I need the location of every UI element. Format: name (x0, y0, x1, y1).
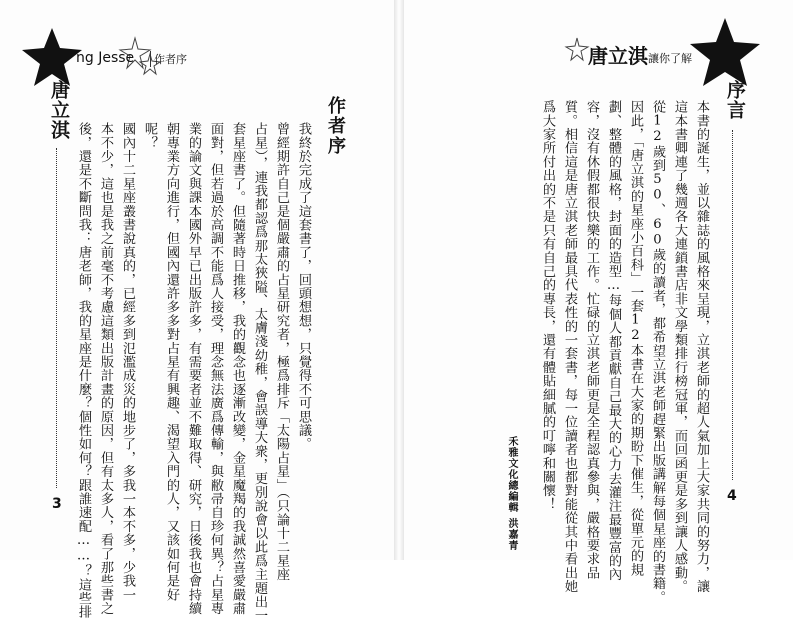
left-page-number: 3 (52, 496, 62, 512)
star-decoration-icon (22, 28, 82, 88)
book-gutter (394, 0, 404, 560)
right-dotted-rule (732, 130, 733, 480)
paragraph: 我終於完成了這套書了，回頭想想，只覺得不可思議。 (296, 122, 311, 451)
paragraph: 從12歲到50、60歲的讀者，都希望立淇老師趕緊出版講解每個星座的書籍。 (650, 100, 665, 604)
paragraph: 質。相信這是唐立淇老師最具代表性的一套書，每一位讀者也都對能從其中看出她 (562, 100, 577, 594)
right-side-title: 序言 (724, 80, 746, 120)
right-body-text (522, 100, 712, 604)
right-header-title: 唐立淇 (588, 44, 648, 68)
paragraph: 因此，「唐立淇的星座小百科」一套12本書在大家的期盼下催生，從單元的規 (628, 100, 643, 577)
paragraph: 占星），連我都認爲那太狹隘、太膚淺幼稚，會誤導大衆，更別說會以此爲主題出一 (252, 122, 267, 622)
paragraph: 業的論文與課本國外早已出版許多，有需要者並不難取得、研究，日後我也會持續 (186, 122, 201, 616)
paragraph: 曾經期許自己是個嚴肅的占星研究者，極爲排斥「太陽占星」（只論十二星座 (274, 122, 289, 582)
star-decoration-icon (690, 18, 760, 88)
left-side-title: 唐立淇 (48, 80, 70, 140)
left-section-title: 作者序 (325, 96, 346, 156)
paragraph: 爲大家所付出的不是只有自己的專長，還有體貼細膩的叮嚀和關懷！ (540, 100, 555, 511)
right-header-subtitle: 讓你了解 (648, 52, 692, 65)
paragraph: 劃、整體的風格，封面的造型…每個人都貢獻自己最大的心力去灌注最豐富的內 (606, 100, 621, 582)
paragraph: 套星座書了。但隨著時日推移，我的觀念也逐漸改變，金星魔羯的我誠然喜愛嚴肅 (230, 122, 245, 616)
left-header-text: ng Jesse (76, 50, 135, 66)
right-page-number: 4 (727, 488, 737, 504)
paragraph: 呢？ (142, 122, 157, 150)
paragraph: 後，還是不斷問我：唐老師，我的星座是什麼？個性如何？跟誰速配……？這些排 (76, 122, 91, 619)
paragraph: 這本書卿連了幾週各大連鎖書店非文學類排行榜冠軍，而回函更是多到讓人感動。 (672, 100, 687, 594)
paragraph: 面對，但若過於高調不能爲人接受，理念無法廣爲傳輸，與敝帚自珍何異？占星專 (208, 122, 223, 616)
left-header-tag: 作者序 (150, 51, 187, 67)
paragraph: 朝專業方向進行，但國內還許多多對占星有興趣、渴望入門的人，又該如何是好 (164, 122, 179, 602)
paragraph: 本書的誕生，並以雜誌的風格來呈現，立淇老師的超人氣加上大家共同的努力，讓 (694, 100, 709, 594)
paragraph: 容，沒有休假都很快樂的工作。忙碌的立淇老師更是全程認真參與，嚴格要求品 (584, 100, 599, 580)
left-body-text (54, 122, 314, 622)
paragraph: 國內十二星座叢書說真的，已經多到氾濫成災的地步了，多我一本不多，少我一 (120, 122, 135, 602)
signature-name: 洪嘉青 (506, 518, 517, 551)
paragraph: 本不少，這也是我之前毫不考慮這類出版計畫的原因，但有太多人，看了那些書之 (98, 122, 113, 616)
sparkle-star-icon (566, 38, 588, 60)
signature-org: 禾雅文化總編輯 (506, 436, 517, 513)
